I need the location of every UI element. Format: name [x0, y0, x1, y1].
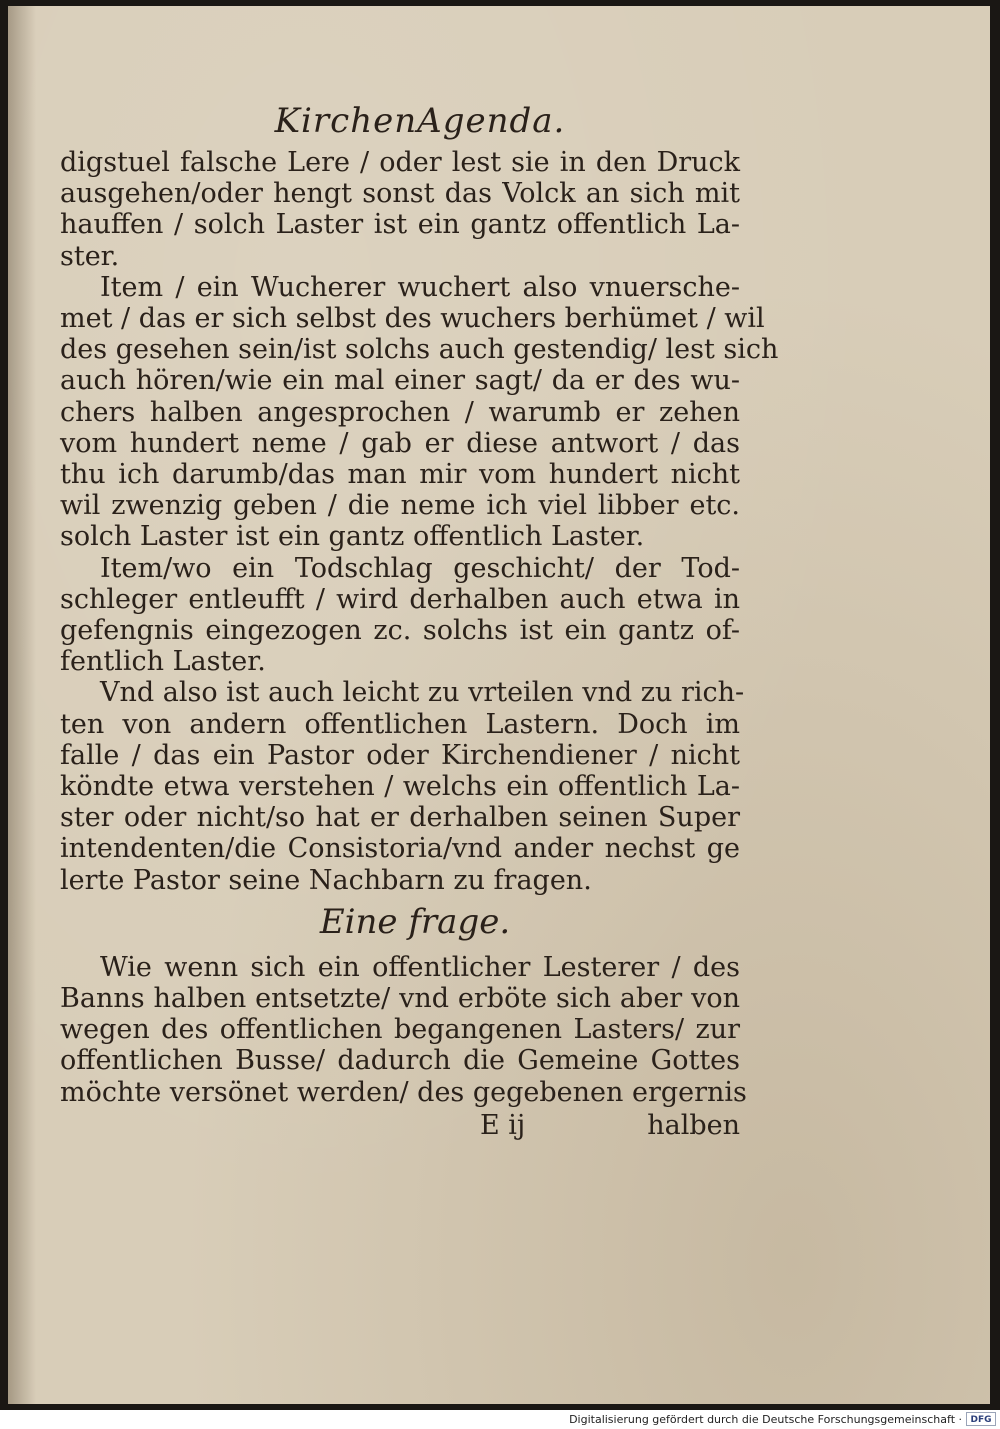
page-text-block	[60, 101, 779, 1144]
text-line: chers halben angesprochen / warumb er zehen	[60, 396, 740, 428]
running-header: KirchenAgenda.	[274, 101, 566, 141]
dfg-credit-text: Digitalisierung gefördert durch die Deutsche Forschungsgemeinschaft ·	[569, 1413, 962, 1426]
text-line: ten von andern offentlichen Lastern. Doch im	[60, 708, 740, 740]
text-line: thu ich darumb/das man mir vom hundert nicht	[60, 459, 740, 491]
text-line: offentlichen Busse/ dadurch die Gemeine Gottes	[60, 1045, 740, 1077]
text-line: wegen des offentlichen begangenen Lasters/ zur	[60, 1014, 740, 1046]
signature-mark: E ij	[480, 1109, 526, 1141]
section-heading: Eine frage.	[319, 901, 511, 942]
text-line: intendenten/die Consistoria/vnd ander nechst ge	[60, 833, 740, 865]
paragraph-lines	[60, 147, 779, 896]
text-line: hauffen / solch Laster ist ein gantz offentlich La-	[60, 209, 740, 241]
text-line: wil zwenzig geben / die neme ich viel libber etc.	[60, 490, 740, 522]
text-line: Item/wo ein Todschlag geschicht/ der Tod-	[100, 552, 740, 584]
text-line: solch Laster ist ein gantz offentlich Laster.	[60, 521, 645, 553]
book-page	[8, 6, 990, 1404]
text-line: digstuel falsche Lere / oder lest sie in den Druck	[60, 147, 740, 178]
text-line: möchte versönet werden/ des gegebenen ergernis	[60, 1076, 747, 1108]
text-line: köndte etwa verstehen / welchs ein offentlich La-	[60, 771, 740, 803]
text-line: fentlich Laster.	[60, 646, 266, 678]
text-line: gefengnis eingezogen zc. solchs ist ein gantz of-	[60, 615, 740, 647]
text-line: Wie wenn sich ein offentlicher Lesterer / des	[100, 951, 740, 983]
text-line: ausgehen/oder hengt sonst das Volck an sich mit	[60, 178, 740, 210]
text-line: des gesehen sein/ist solchs auch gestendig/ lest sich	[60, 334, 779, 366]
dfg-logo: DFG	[966, 1412, 996, 1426]
page-gutter-shadow	[8, 6, 36, 1404]
text-line: ster oder nicht/so hat er derhalben seinen Super	[60, 802, 740, 834]
catchword: halben	[647, 1109, 740, 1141]
text-line: falle / das ein Pastor oder Kirchendiener / nicht	[60, 739, 740, 771]
text-line: Item / ein Wucherer wuchert also vnuersche-	[100, 271, 740, 303]
text-line: auch hören/wie ein mal einer sagt/ da er des wu-	[60, 365, 740, 397]
text-line: met / das er sich selbst des wuchers berhümet / wil	[60, 303, 765, 335]
text-line: lerte Pastor seine Nachbarn zu fragen.	[60, 864, 592, 896]
text-line: ster.	[60, 240, 120, 272]
text-line: schleger entleufft / wird derhalben auch etwa in	[60, 583, 740, 615]
text-line: Banns halben entsetzte/ vnd erböte sich aber von	[60, 983, 740, 1015]
text-line: vom hundert neme / gab er diese antwort / das	[60, 427, 740, 459]
question-paragraph	[60, 951, 747, 1108]
text-line: Vnd also ist auch leicht zu vrteilen vnd zu rich-	[100, 677, 745, 709]
page-foot-row	[60, 1110, 740, 1144]
